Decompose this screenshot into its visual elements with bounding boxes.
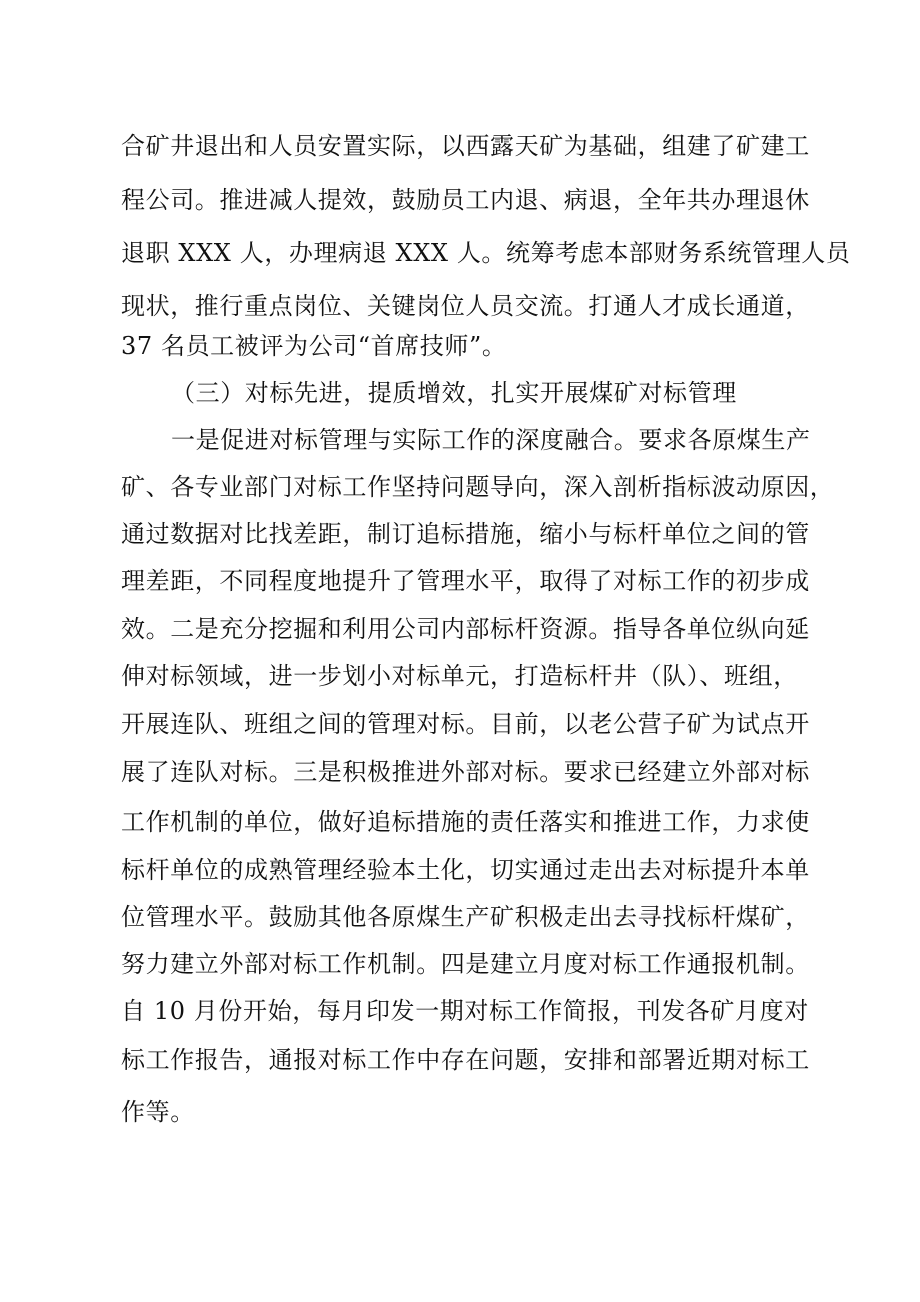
section-heading: （三）对标先进，提质增效，扎实开展煤矿对标管理	[171, 379, 737, 407]
text-line: 标工作报告，通报对标工作中存在问题，安排和部署近期对标工	[121, 1046, 810, 1074]
text-line: 37 名员工被评为公司“首席技师”。	[121, 332, 507, 360]
text-line: 程公司。推进减人提效，鼓励员工内退、病退，全年共办理退休	[121, 186, 810, 214]
text-line: 矿、各专业部门对标工作坚持问题导向，深入剖析指标波动原因，	[121, 473, 835, 501]
text-line: 自 10 月份开始，每月印发一期对标工作简报，刊发各矿月度对	[121, 997, 809, 1025]
paragraph-first-line: 一是促进对标管理与实际工作的深度融合。要求各原煤生产	[171, 426, 811, 454]
text-line: 位管理水平。鼓励其他各原煤生产矿积极走出去寻找标杆煤矿，	[121, 903, 810, 931]
text-line: 努力建立外部对标工作机制。四是建立月度对标工作通报机制。	[121, 950, 810, 978]
text-line: 工作机制的单位，做好追标措施的责任落实和推进工作，力求使	[121, 808, 810, 836]
text-line: 展了连队对标。三是积极推进外部对标。要求已经建立外部对标	[121, 758, 810, 786]
text-line: 标杆单位的成熟管理经验本土化，切实通过走出去对标提升本单	[121, 856, 810, 884]
text-line: 伸对标领域，进一步划小对标单元，打造标杆井（队）、班组，	[121, 662, 798, 690]
text-line: 通过数据对比找差距，制订追标措施，缩小与标杆单位之间的管	[121, 520, 810, 548]
text-line: 退职 XXX 人，办理病退 XXX 人。统筹考虑本部财务系统管理人员	[121, 239, 851, 267]
text-line: 作等。	[121, 1098, 195, 1126]
text-line: 理差距，不同程度地提升了管理水平，取得了对标工作的初步成	[121, 567, 810, 595]
text-line: 现状，推行重点岗位、关键岗位人员交流。打通人才成长通道，	[121, 292, 810, 320]
text-line: 开展连队、班组之间的管理对标。目前，以老公营子矿为试点开	[121, 710, 810, 738]
text-line: 效。二是充分挖掘和利用公司内部标杆资源。指导各单位纵向延	[121, 615, 810, 643]
text-line: 合矿井退出和人员安置实际，以西露天矿为基础，组建了矿建工	[121, 132, 810, 160]
